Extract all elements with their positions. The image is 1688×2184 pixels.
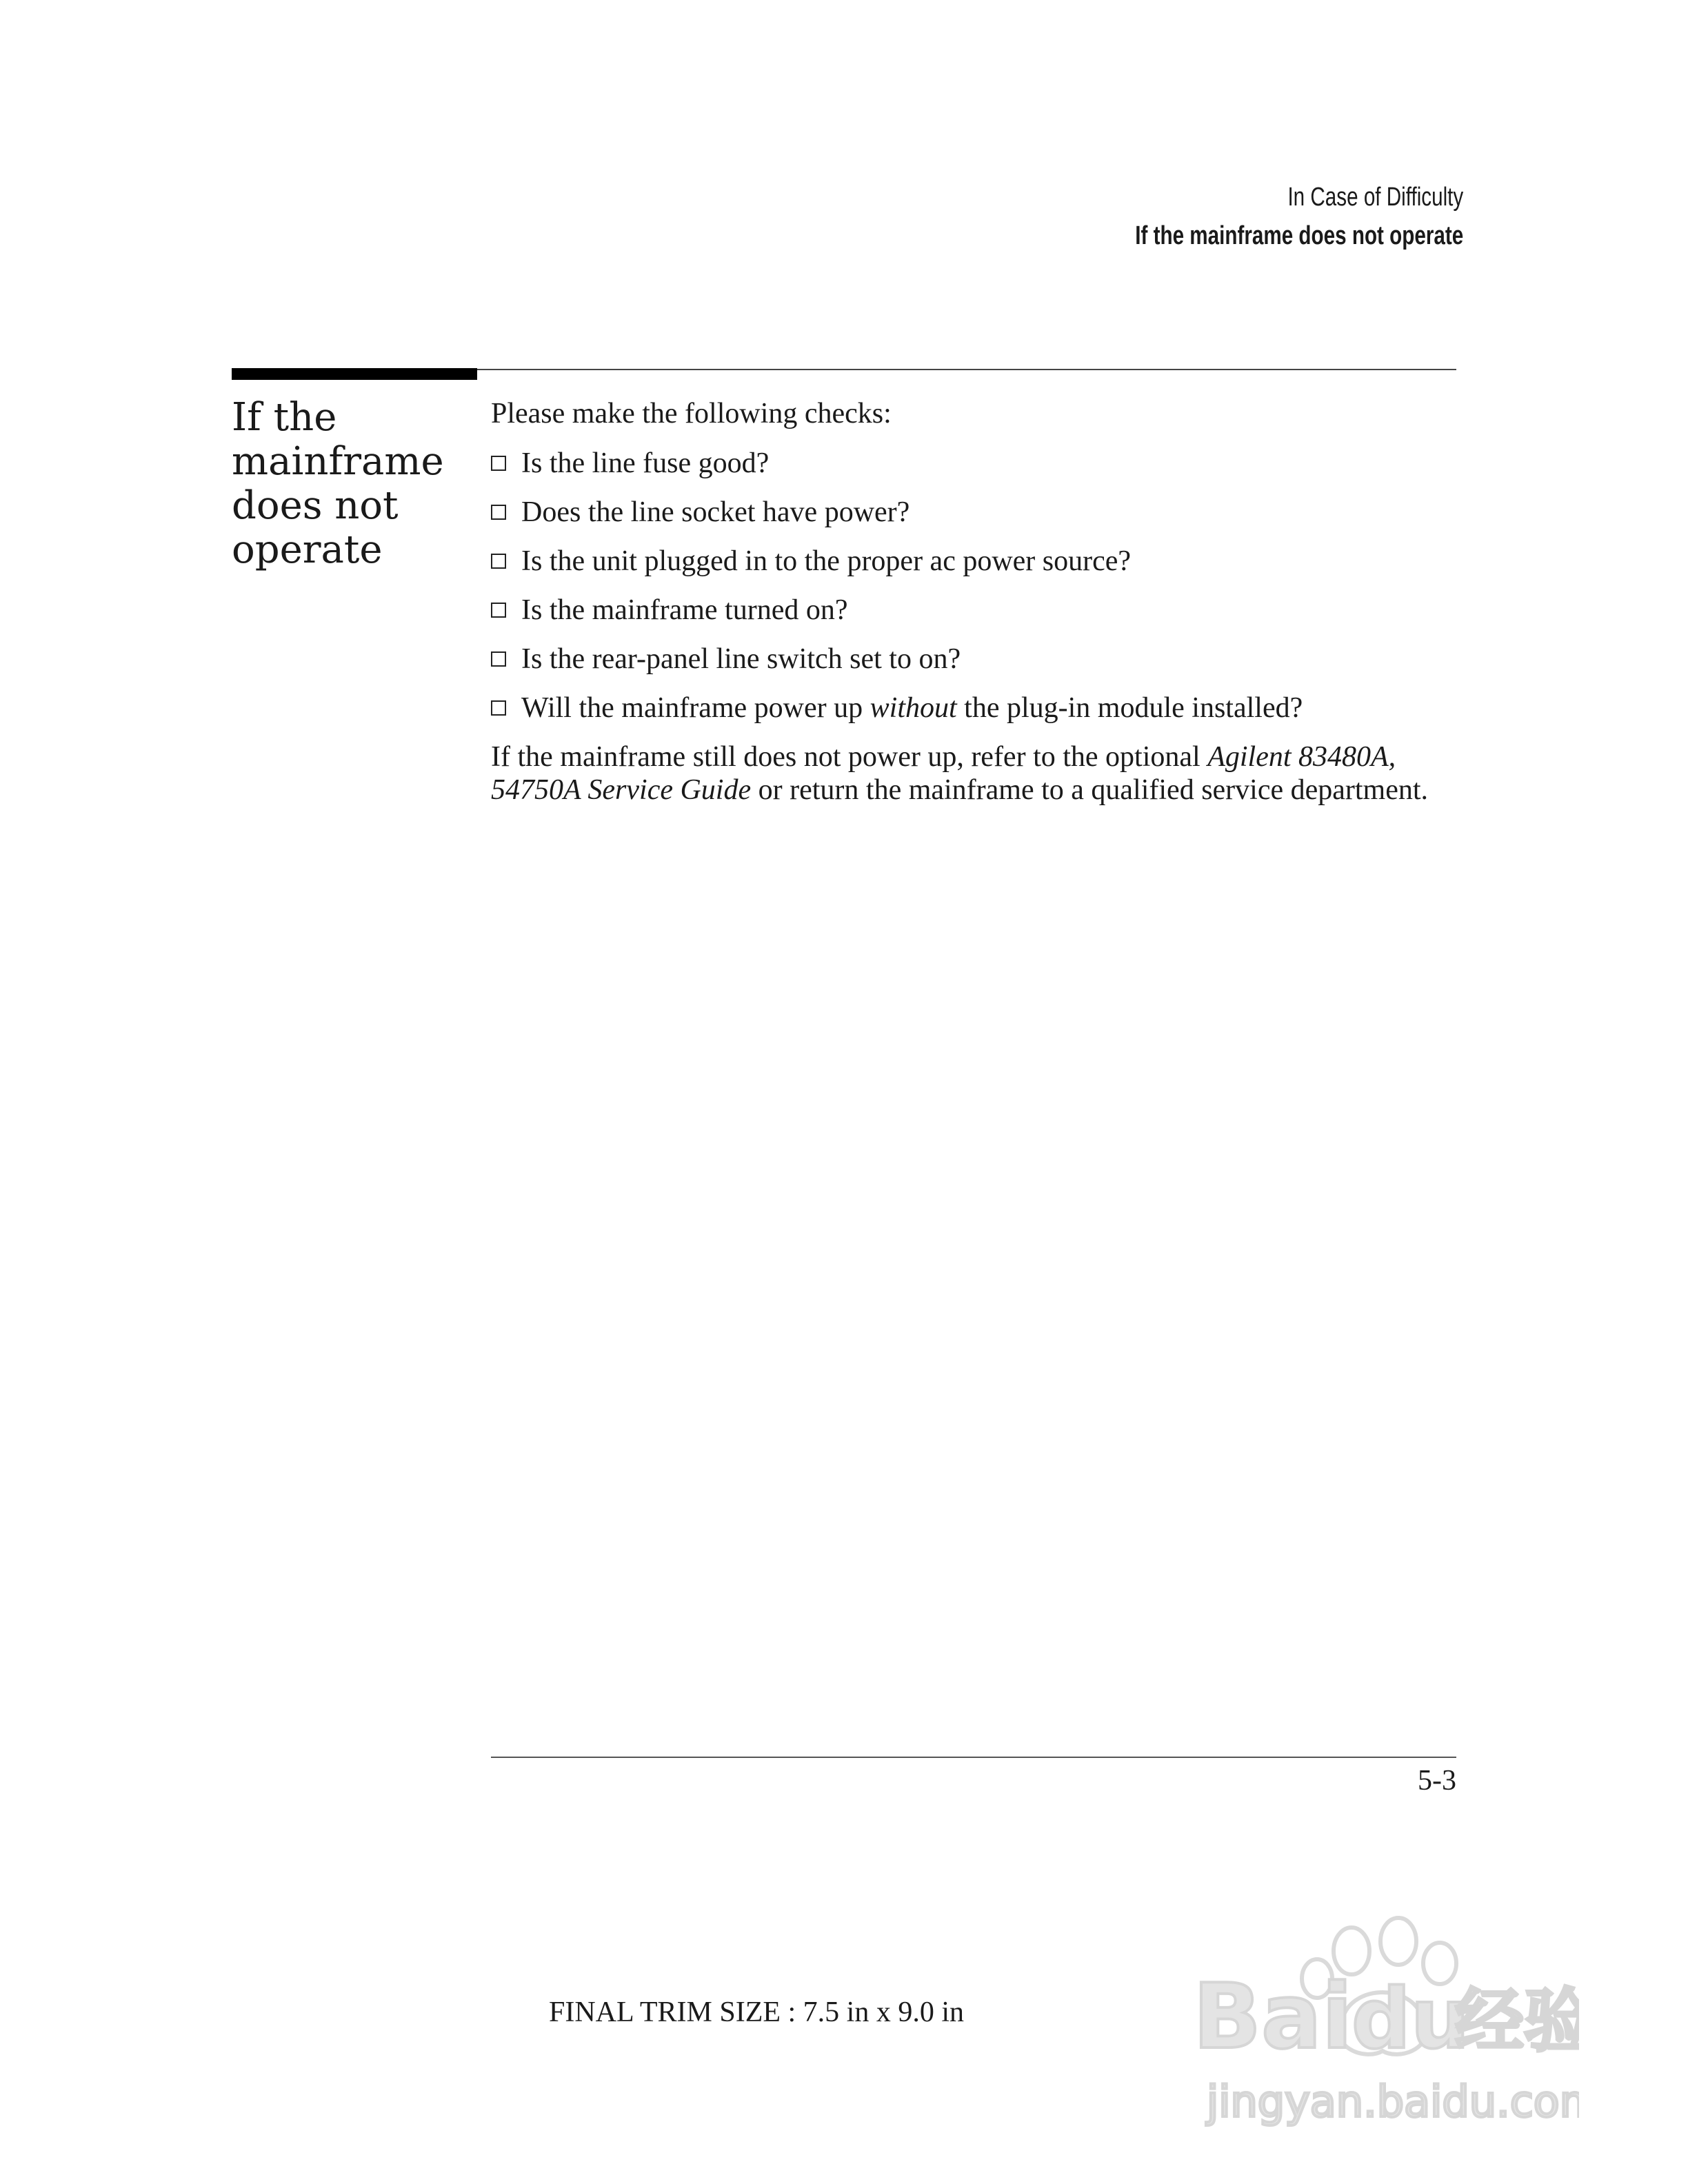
- closing-paragraph: [491, 740, 1456, 807]
- section-heading-line: operate: [232, 527, 383, 572]
- svg-text:jingyan.baidu.com: jingyan.baidu.com: [1207, 2076, 1579, 2127]
- checkbox-icon: [491, 505, 506, 520]
- checkbox-icon: [491, 651, 506, 667]
- section-heading-line: If the: [232, 395, 337, 440]
- closing-text-before: If the mainframe still does not power up, refer to the optional: [491, 741, 1208, 773]
- check-item: [491, 643, 1470, 676]
- running-head-section: If the mainframe does not operate: [1135, 221, 1463, 250]
- checkbox-icon: [491, 456, 506, 471]
- section-heading: [232, 396, 466, 572]
- section-rule-thick: [232, 368, 477, 380]
- check-item-text: Is the unit plugged in to the proper ac power source?: [521, 545, 1132, 577]
- checkbox-icon: [491, 700, 506, 716]
- check-item: [491, 447, 1470, 480]
- svg-text:du: du: [1352, 1972, 1470, 2067]
- section-heading-line: does not: [232, 483, 399, 528]
- check-item: [491, 545, 1470, 578]
- trim-size-note: FINAL TRIM SIZE : 7.5 in x 9.0 in: [549, 1996, 965, 2028]
- closing-text-after: or return the mainframe to a qualified service department.: [751, 774, 1429, 806]
- page-number: 5-3: [1418, 1765, 1456, 1797]
- intro-paragraph: Please make the following checks:: [491, 398, 892, 429]
- check-item-text: Is the rear-panel line switch set to on?: [521, 643, 961, 675]
- running-head-chapter: In Case of Difficulty: [1287, 183, 1463, 212]
- baidu-watermark-logo: [1179, 1910, 1579, 2130]
- checklist: [491, 447, 1470, 725]
- check-item-text: Does the line socket have power?: [521, 496, 910, 528]
- check-item-text-after: the plug-in module installed?: [956, 692, 1303, 724]
- running-head: [1135, 178, 1463, 255]
- check-item-text: [521, 691, 1303, 725]
- footer-rule: [491, 1757, 1456, 1758]
- section-heading-line: mainframe: [232, 439, 444, 484]
- check-item-emphasis: without: [870, 692, 957, 724]
- svg-text:经验: 经验: [1455, 1981, 1579, 2061]
- check-item-text-before: Will the mainframe power up: [521, 692, 870, 724]
- section-body: [491, 397, 1470, 807]
- check-item: [491, 691, 1470, 725]
- check-item: [491, 496, 1470, 529]
- check-item-text: Is the mainframe turned on?: [521, 594, 848, 626]
- checkbox-icon: [491, 603, 506, 618]
- baidu-paw-icon: [1179, 1910, 1579, 2130]
- service-guide-title: Agilent 83480A, 54750A Service Guide: [491, 741, 1396, 806]
- check-item-text: Is the line fuse good?: [521, 447, 770, 479]
- check-item: [491, 594, 1470, 627]
- svg-text:Bai: Bai: [1193, 1964, 1353, 2069]
- checkbox-icon: [491, 554, 506, 569]
